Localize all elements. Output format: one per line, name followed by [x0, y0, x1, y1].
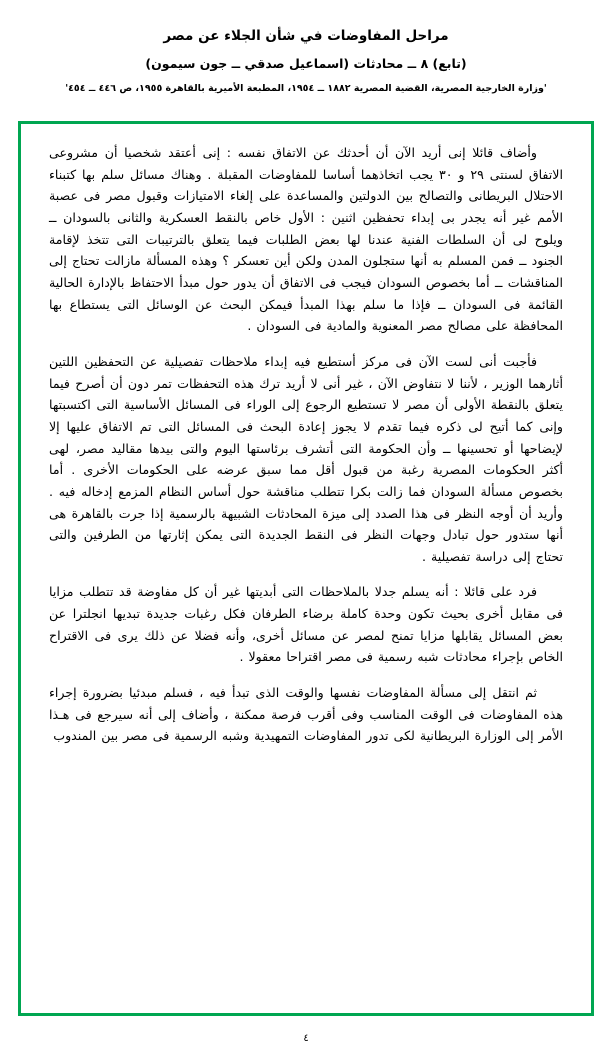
text-frame [18, 121, 594, 1016]
page-number: ٤ [303, 1033, 309, 1044]
paragraph: وأضاف قائلا إنى أريد الآن أن أحدثك عن الاتفاق نفسه : إنى أعتقد شخصيا أن مشروعى الاتفاق لسنتى ٢٩ و ٣٠ يجب اتخاذهما أساسا للمفاوضات المقبلة . وهناك مسائل سلم بها كتبناء الاحتلال البريطانى والتصالح بين الدولتين والمساعدة على إلغاء الامتيازات وقبول مصر فى عصبة الأمم غير أنه يجدر بى إبداء تحفظين اثنين : الأول خاص بالنقط العسكرية والثانى بالسودان ــ ويلوح لى أن السلطات الفنية عندنا لها بعض الطلبات فيما يتعلق بالترتيبات التى تتخذ لإقامة الجنود ــ فمن المسلم به أنها ستجلون المدن ولكن أين تعسكر ؟ وهذه المسألة مازالت تحتاج إلى المناقشات ــ أما بخصوص السودان فيجب فى الاتفاق أن يدور حول مبدأ الاحتفاظ بالإدارة الحالية القائمة فى السودان ــ فإذا ما سلم بهذا المبدأ فيمكن البحث عن الوسائل التى يستطاع بها المحافظة على مصالح مصر المعنوية والمادية فى السودان . [49, 145, 563, 334]
source-citation: 'وزارة الخارجية المصرية، القضية المصرية ١٨٨٢ ــ ١٩٥٤، المطبعة الأميرية بالقاهرة ١٩٥٥، ص ٤٤٦ ــ ٤٥٤' [65, 83, 547, 94]
body-text-container [21, 124, 591, 1013]
paragraph: ثم انتقل إلى مسألة المفاوضات نفسها والوقت الذى تبدأ فيه ، فسلم مبدئيا بضرورة إجراء هذه المفاوضات فى الوقت المناسب وفى أقرب فرصة ممكنة ، وأضاف إلى أنه سيرجع فى هـذا الأمر إلى الوزارة البريطانية لكى تدور المفاوضات التمهيدية وشبه الرسمية فى مصر بين المندوب [49, 685, 563, 744]
page-title: مراحل المفاوضات في شأن الجلاء عن مصر [163, 28, 449, 44]
page-subtitle: (تابع) ٨ ــ محادثات (اسماعيل صدقي ــ جون سيمون) [145, 56, 467, 72]
paragraph: فرد على قائلا : أنه يسلم جدلا بالملاحظات التى أبديتها غير أن كل مفاوضة قد تتطلب مزايا فى مقابل أخرى بحيث تكون وحدة كاملة برضاء الطرفان فكل رغبات جديدة تبديها انجلترا عن بعض المسائل يقابلها مزايا تمنح لمصر عن مسائل أخرى، وأنه فضلا عن ذلك يرى فى الاقتراح الخاص بإجراء محادثات شبه رسمية فى مصر اقتراحا معقولا . [49, 584, 563, 665]
document-header [0, 0, 612, 96]
paragraph: فأجبت أنى لست الآن فى مركز أستطيع فيه إبداء ملاحظات تفصيلية عن التحفظين اللتين أثارهما الوزير ، لأننا لا نتفاوض الآن ، غير أنى لا أريد ترك هذه التحفظات تمر دون أن أصرح فيما يتعلق بالنقطة الأولى أن مصر لا تستطيع الرجوع إلى الوراء فى المسائل الأساسية التى اكتسبتها وإنى كما أتيح لى ذكره فيما تقدم لا يجوز إعادة البحث فى المسائل التى تم الاتفاق عليها إلا لإيضاحها أو تحسينها ــ وأن الحكومة التى أتشرف برئاستها اليوم والتى بيدها مقاليد مصر، لهى أكثر الحكومات المصرية رغبة من قبول أقل مما سبق عرضه على الحكومات الأخرى . أما بخصوص مسألة السودان فما زالت بكرا تتطلب مناقشة حول أساس النظام المزمع إدخاله فيه . وأريد أن أوجه النظر فى هذا الصدد إلى ميزة المحادثات الشبيهة بالرسمية إذا جرت بالقاهرة هى أنها ستدور حول تبادل وجهات النظر فى النقط الجديدة التى يمكن إثارتها من الطرفين والتى تحتاج إلى دراسة تفصيلية . [49, 353, 563, 564]
